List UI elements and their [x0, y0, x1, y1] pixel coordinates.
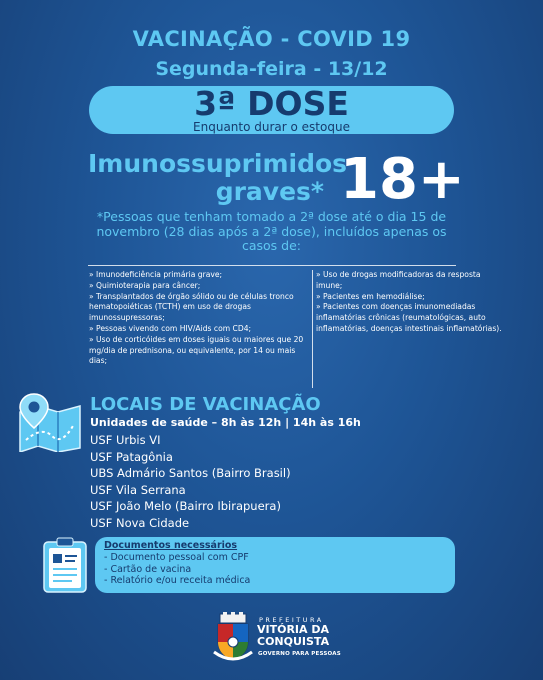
footer-slogan: GOVERNO PARA PESSOAS — [258, 651, 341, 657]
footer-city-line-1: VITÓRIA DA — [257, 623, 330, 636]
locations-hours: Unidades de saúde – 8h às 12h | 14h às 16h — [90, 416, 361, 429]
documents-list — [104, 552, 250, 587]
divider — [88, 265, 456, 266]
location-item: UBS Admário Santos (Bairro Brasil) — [90, 466, 291, 481]
location-item: USF Nova Cidade — [90, 515, 190, 530]
criteria-list-right — [316, 270, 506, 335]
criteria-item: » Uso de corticóides em doses iguais ou maiores que 20 mg/dia de prednisona, ou equivalente, por 14 ou mais dias; — [89, 334, 304, 366]
footer-city-line-2: CONQUISTA — [257, 635, 330, 648]
campaign-date: Segunda-feira - 13/12 — [155, 58, 388, 80]
dose-subtitle: Enquanto durar o estoque — [193, 120, 350, 134]
document-item: - Cartão de vacina — [104, 563, 192, 575]
audience-line-1: Imunossuprimidos — [88, 149, 348, 178]
criteria-item: » Uso de drogas modificadoras da resposta imune; — [316, 270, 481, 290]
column-divider — [312, 270, 313, 388]
locations-title: LOCAIS DE VACINAÇÃO — [90, 394, 321, 415]
criteria-item: » Transplantados de órgão sólido ou de células tronco hematopoiéticas (TCTH) em uso de drogas imunossupressoras; — [89, 291, 294, 323]
map-pin-icon — [14, 392, 86, 452]
dose-label: 3ª DOSE — [194, 84, 349, 123]
campaign-title: VACINAÇÃO - COVID 19 — [132, 27, 411, 51]
location-item: USF Patagônia — [90, 449, 173, 464]
locations-list — [90, 432, 291, 532]
criteria-item: » Pessoas vivendo com HIV/Aids com CD4; — [89, 323, 252, 333]
age-badge: 18+ — [340, 147, 465, 212]
clipboard-icon — [42, 536, 88, 594]
document-item: - Documento pessoal com CPF — [104, 552, 249, 563]
documents-title: Documentos necessários — [104, 540, 238, 551]
criteria-item: » Imunodeficiência primária grave; — [89, 270, 223, 279]
criteria-item: » Pacientes com doenças imunomediadas inflamatórias crônicas (reumatológicas, auto inflamatórias, doenças intestinais inflamatórias). — [316, 302, 502, 333]
location-item: USF Urbis VI — [90, 433, 161, 447]
footer-prefix: PREFEITURA — [259, 616, 324, 624]
dose-banner — [89, 86, 454, 134]
criteria-item: » Quimioterapia para câncer; — [89, 280, 201, 290]
document-item: - Relatório e/ou receita médica — [104, 575, 251, 586]
criteria-item: » Pacientes em hemodiálise; — [316, 291, 425, 301]
criteria-list-left — [89, 270, 307, 367]
eligibility-note: *Pessoas que tenham tomado a 2ª dose até o dia 15 de novembro (28 dias após a 2ª dose), incluídos apenas os casos de: — [96, 209, 447, 253]
documents-box — [95, 537, 455, 593]
audience-line-2: graves* — [215, 177, 324, 206]
location-item: USF João Melo (Bairro Ibirapuera) — [90, 499, 281, 514]
location-item: USF Vila Serrana — [90, 482, 186, 497]
city-crest-icon — [212, 612, 254, 664]
